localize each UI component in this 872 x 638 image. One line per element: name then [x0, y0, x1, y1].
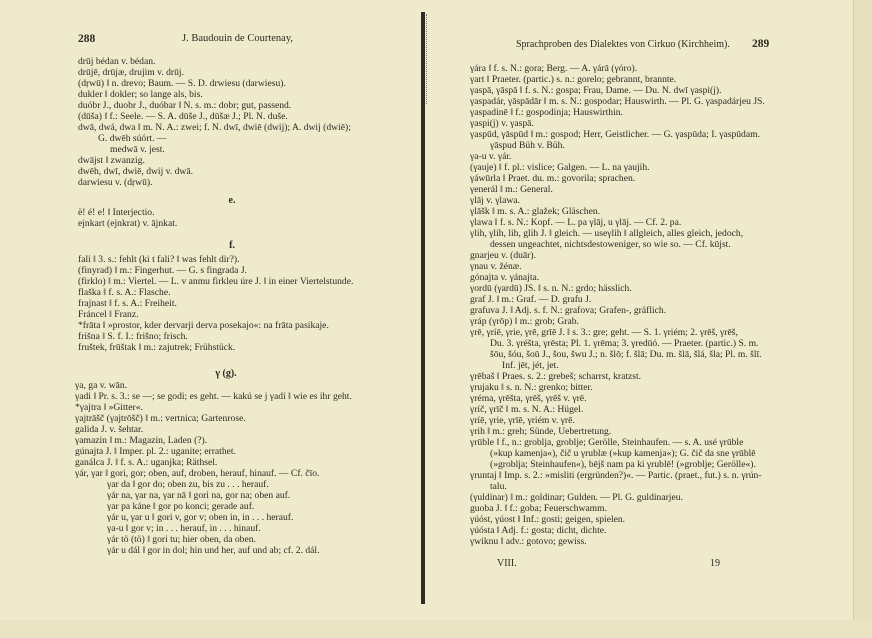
dictionary-entry-line: ganálca J. ‖ f. s. A.: uganjka; Räthsel.: [75, 457, 218, 468]
dictionary-entry-line: γáwūrla ‖ Praet. du. m.: govorila; sprachen.: [470, 173, 636, 184]
paper-edge-bottom: [0, 620, 872, 638]
dictionary-entry-line: fruštek, frūštak ‖ m.: zajutrek; Frühstück.: [78, 342, 236, 353]
dictionary-entry-line: γajtrāšč (γajtrōšč) ‖ m.: vertnica; Gartenrose.: [75, 413, 246, 424]
dictionary-entry-line: frišna ‖ S. f. I.: frišno; frisch.: [78, 331, 188, 342]
dictionary-entry-line: guoba J. ‖ f.: goba; Feuerschwamm.: [470, 503, 607, 514]
dictionary-entry-line: γlawa ‖ f. s. N.: Kopf. — L. pa γlāj, u γlāj. — Cf. 2. pa.: [470, 217, 682, 228]
dictionary-entry-line: γráp (γrōp) ‖ m.: grob; Grab.: [470, 316, 579, 327]
dictionary-entry-line: (finyrad) ‖ m.: Fingerhut. — G. s fingrada J.: [78, 265, 247, 276]
section-heading-e: e.: [228, 195, 236, 206]
dictionary-entry-line: (dūša) ‖ f.: Seele. — S. A. dūše J., dūšæ J.; Pl. N. duše.: [78, 111, 288, 122]
dictionary-entry-line: γár u, γar u ‖ gori v, gor v; oben in, in . . . herauf.: [107, 512, 294, 523]
dictionary-entry-line: Fráncel ‖ Franz.: [78, 309, 139, 320]
entries-block-d: [78, 56, 351, 188]
dictionary-entry-line: γaspadinē ‖ f.: gospodinja; Hauswirthin.: [470, 107, 623, 118]
dictionary-entry-line: γrih ‖ m.: greh; Sünde, Uebertretung.: [470, 426, 612, 437]
dictionary-entry-line: γa-u ‖ gor v; in . . . herauf, in . . . hinauf.: [107, 523, 261, 534]
dictionary-entry-line: γréma, γrēšta, γrēš, γrēš v. γrē.: [470, 393, 587, 404]
left-page-number: 288: [78, 33, 96, 45]
dictionary-entry-line: gúnajta J. ‖ Imper. pl. 2.: uganite; errathet.: [75, 446, 236, 457]
dictionary-entry-line: γruntaj ‖ Imp. s. 2.: »misliti (ergründen?)«. — Partic. (praet., fut.) s. n. γrún-: [470, 470, 762, 481]
dictionary-entry-line: dukler ‖ dokler; so lange als, bis.: [78, 89, 203, 100]
dictionary-entry-line: graf J. ‖ m.: Graf. — D. grafu J.: [470, 294, 592, 305]
dictionary-entry-line: γár na, γar na, γar nā ‖ gori na, gor na; oben auf.: [107, 490, 291, 501]
dictionary-entry-line: γúósta ‖ Adj. f.: gosta; dicht, dichte.: [470, 525, 607, 536]
dictionary-entry-line: γaspā, γāspā ‖ f. s. N.: gospa; Frau, Dame. — Du. N. dwī γaspi(j).: [470, 85, 722, 96]
dictionary-entry-line: γríč, γrīč ‖ m. s. N. A.: Hügel.: [470, 404, 584, 415]
dictionary-entry-line: γlāj v. γlawa.: [470, 195, 520, 206]
dictionary-entry-line: G. dwēh súórt. —: [98, 133, 167, 144]
dictionary-entry-line: *γajtra ‖ »Gitter«.: [75, 402, 143, 413]
dictionary-entry-line: darwiesu v. (dṛwū).: [78, 177, 153, 188]
dictionary-entry-line: drūj bédan v. bédan.: [78, 56, 156, 67]
dictionary-entry-line: γúóst, γúost ‖ Inf.: gosti; geigen, spielen.: [470, 514, 626, 525]
dictionary-entry-line: γamazin ‖ m.: Magazin, Laden (?).: [75, 435, 208, 446]
dictionary-entry-line: γár, γar ‖ gori, gor; oben, auf, droben, herauf, hinauf. — Cf. čīo.: [75, 468, 320, 479]
dictionary-entry-line: γlih, γlíh, lih, glih J. ‖ gleich. — useγlih ‖ allgleich, alles gleich, jedoch,: [470, 228, 744, 239]
dictionary-entry-line: grafuva J. ‖ Adj. s. f. N.: grafova; Grafen-, gräflich.: [470, 305, 667, 316]
dictionary-entry-line: talu.: [490, 481, 507, 492]
dictionary-entry-line: γár tö (tö) ‖ gori tu; hier oben, da oben.: [107, 534, 256, 545]
dictionary-entry-line: γnau v. žénæ.: [470, 261, 522, 272]
gutter-shadow: [426, 14, 429, 104]
right-page-number: 289: [752, 38, 770, 50]
dictionary-entry-line: γwiknu ‖ adv.: gotovo; gewiss.: [470, 536, 587, 547]
dictionary-entry-line: gónajta v. γánajta.: [470, 272, 540, 283]
dictionary-entry-line: flaška ‖ f. s. A.: Flasche.: [78, 287, 171, 298]
signature-mark: VIII.: [497, 558, 517, 569]
sheet-number: 19: [710, 558, 720, 569]
dictionary-entry-line: γára ‖ f. s. N.: gora; Berg. — A. γárā (γóro).: [470, 63, 638, 74]
dictionary-entry-line: drūjē, drūjæ, drujim v. drūj.: [78, 67, 184, 78]
section-heading-g: γ (g).: [215, 368, 237, 379]
dictionary-entry-line: γaspi(j) v. γaspā.: [470, 118, 534, 129]
dictionary-entry-line: Inf. jēt, jét, jet.: [502, 360, 559, 371]
entries-block-e: [78, 207, 177, 229]
left-running-head: J. Baudouin de Courtenay,: [182, 33, 294, 44]
dictionary-entry-line: γríē, γrie, γrīē, γriém v. γrē.: [470, 415, 575, 426]
dictionary-entry-line: (»kup kamenja«), čič u γrublæ (»kup kamenja«); G. čič da sne γrūblē: [490, 448, 756, 459]
dictionary-entry-line: γenerál ‖ m.: General.: [470, 184, 553, 195]
dictionary-entry-line: γordū (γardū) JS. ‖ s. n. N.: grdo; hässlich.: [470, 283, 632, 294]
dictionary-entry-line: (γauje) ‖ f. pl.: vislice; Galgen. — L. na γaujih.: [470, 162, 650, 173]
dictionary-entry-line: gnarjeu v. (duār).: [470, 250, 536, 261]
dictionary-entry-line: γart ‖ Praeter. (partic.) s. n.: gorelo; gebrannt, brannte.: [470, 74, 677, 85]
paper-edge-right: [853, 0, 872, 638]
dictionary-entry-line: γadi ‖ Pr. s. 3.: se —; se godi; es geht. — kakú se j γadí ‖ wie es ihr geht.: [75, 391, 352, 402]
dictionary-entry-line: γaspūd, γāspūd ‖ m.: gospod; Herr, Geistlicher. — G. γaspūda; I. γaspūdam.: [470, 129, 760, 140]
book-gutter: [421, 12, 425, 604]
dictionary-entry-line: γa-u v. γár.: [470, 151, 512, 162]
dictionary-entry-line: *frāta ‖ »prostor, kder dervarji derva posekajo«: na frāta pasikaje.: [78, 320, 329, 331]
entries-block-g-cont: [470, 63, 765, 547]
dictionary-entry-line: γāspud Büh v. Büh.: [490, 140, 565, 151]
dictionary-entry-line: frajnast ‖ f. s. A.: Freiheit.: [78, 298, 177, 309]
dictionary-entry-line: γár u dál ‖ gor in dol; hin und her, auf und ab; cf. 2. dál.: [107, 545, 320, 556]
dictionary-entry-line: γrēbaš ‖ Praes. s. 2.: grebeš; scharrst, kratzst.: [470, 371, 642, 382]
right-running-head: Sprachproben des Dialektes von Cirkuo (Kirchheim).: [516, 39, 730, 50]
dictionary-entry-line: (firklo) ‖ m.: Viertel. — L. v anmu firkleu úre J. ‖ in einer Viertelstunde.: [78, 276, 354, 287]
dictionary-entry-line: dwā, dwá, dwa ‖ m. N. A.: zwei; f. N. dwī, dwiē (dwij); A. dwij (dwiē);: [78, 122, 351, 133]
dictionary-entry-line: Du. 3. γréšta, γrēsta; Pl. 1. γrēma; 3. γredūó. — Praeter. (partic.) S. m.: [490, 338, 759, 349]
dictionary-entry-line: (γuldinar) ‖ m.: goldinar; Gulden. — Pl. G. guldinarjeu.: [470, 492, 683, 503]
dictionary-entry-line: ejnkart (ejnkrat) v. ājnkat.: [78, 218, 178, 229]
dictionary-entry-line: šōu, šóu, šoū J., šou, šwu J.; n. šlō; f. šlā; Du. m. šlā, šlá, šla; Pl. m. šlī.: [490, 349, 762, 360]
dictionary-entry-line: (»groblja; Steinhaufen«), bējš nam pa ki γrublē! (»groblje; Gerölle«).: [490, 459, 756, 470]
dictionary-entry-line: fali ‖ 3. s.: fehlt (ki t fali? ‖ was fehlt dir?).: [78, 254, 240, 265]
dictionary-entry-line: dessen ungeachtet, nichtsdestoweniger, so wie so. — Cf. kūjst.: [490, 239, 731, 250]
dictionary-entry-line: γar pa káne ‖ gor po konci; gerade auf.: [107, 501, 255, 512]
dictionary-entry-line: duóbr J., duobr J., duóbar ‖ N. s. m.: dobr; gut, passend.: [78, 100, 292, 111]
dictionary-entry-line: dwēh, dwī, dwiē, dwij v. dwā.: [78, 166, 194, 177]
dictionary-entry-line: γrujaku ‖ s. n. N.: grenko; bitter.: [470, 382, 593, 393]
dictionary-entry-line: γrē, γríē, γrie, γrē, grīē J. ‖ s. 3.: gre; geht. — S. 1. γriém; 2. γrēš, γrēš,: [470, 327, 738, 338]
dictionary-entry-line: γaspadár, γāspādār ‖ m. s. N.: gospodar; Hauswirth. — Pl. G. γaspadárjeu JS.: [470, 96, 765, 107]
dictionary-entry-line: γa, ga v. wān.: [75, 380, 128, 391]
dictionary-entry-line: γar da ‖ gor do; oben zu, bis zu . . . herauf.: [107, 479, 269, 490]
dictionary-entry-line: dwājst ‖ zwanzig.: [78, 155, 145, 166]
entries-block-f: [78, 254, 353, 353]
dictionary-entry-line: γlāšk ‖ m. s. A.: glažek; Gläschen.: [470, 206, 601, 217]
dictionary-entry-line: (dṛwū) ‖ n. drevo; Baum. — S. D. drwiesu (darwiesu).: [78, 78, 286, 89]
dictionary-entry-line: galida J. v. šehtar.: [75, 424, 144, 435]
dictionary-entry-line: ë! é! e! ‖ Interjectio.: [78, 207, 155, 218]
section-heading-f: f.: [229, 240, 235, 251]
dictionary-entry-line: γrūble ‖ f., n.: groblja, groblje; Gerölle, Steinhaufen. — s. A. usé γrūble: [470, 437, 744, 448]
dictionary-entry-line: medwā v. jest.: [110, 144, 165, 155]
entries-block-g: [75, 380, 352, 556]
